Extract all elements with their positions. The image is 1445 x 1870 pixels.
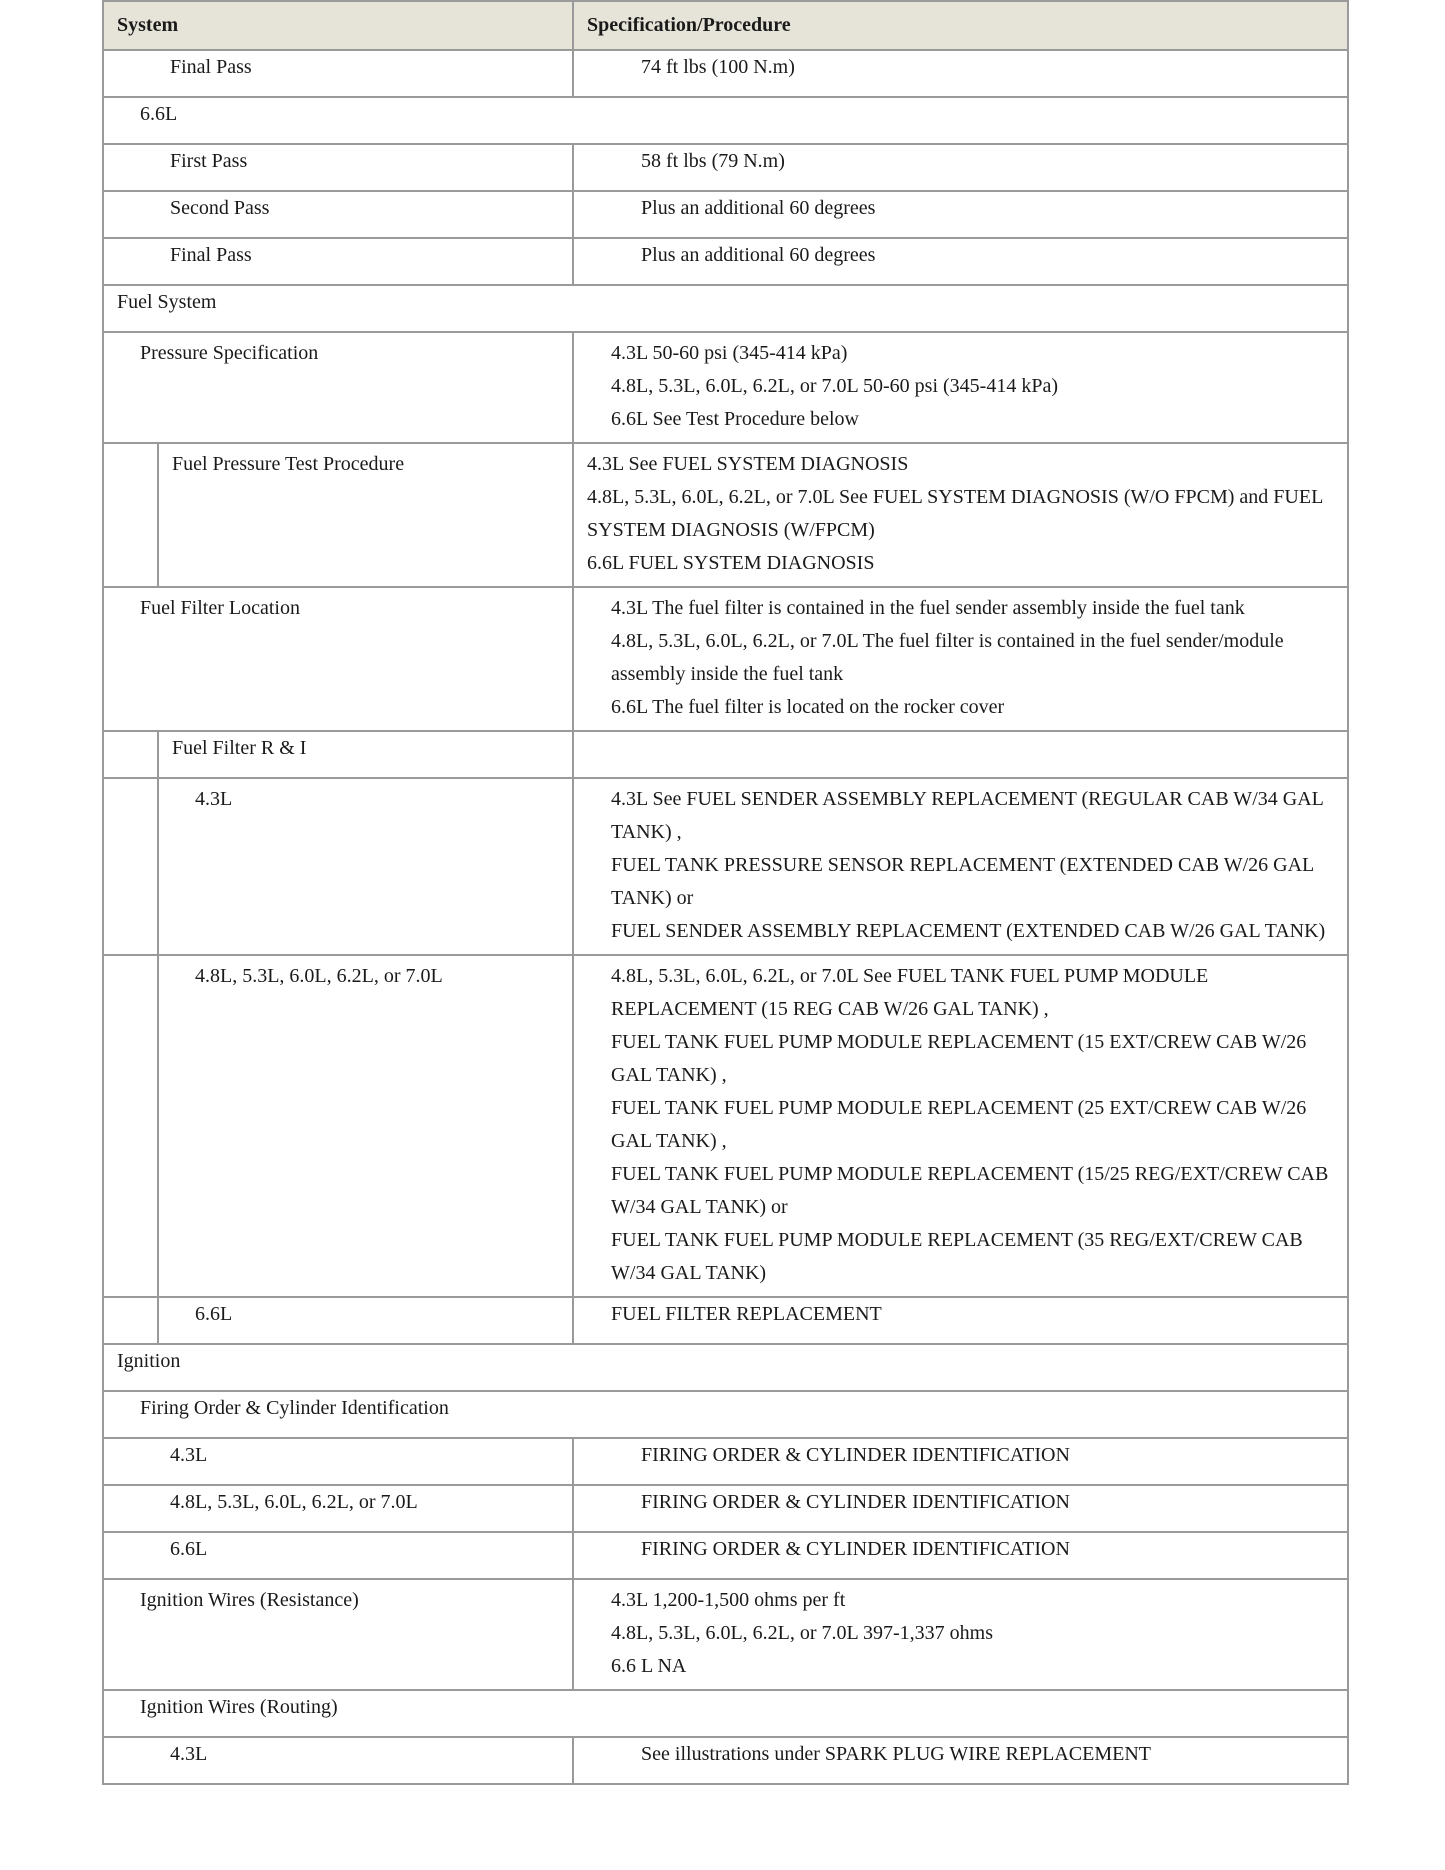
table-row — [103, 1690, 1348, 1737]
system-cell: Second Pass — [103, 191, 573, 238]
indent-gutter — [103, 778, 158, 955]
indent-gutter — [103, 443, 158, 587]
system-cell: 4.8L, 5.3L, 6.0L, 6.2L, or 7.0L — [103, 1485, 573, 1532]
spec-line: 4.3L 1,200-1,500 ohms per ft — [611, 1589, 846, 1611]
table-row — [103, 238, 1348, 285]
spec-cell: FIRING ORDER & CYLINDER IDENTIFICATION — [573, 1485, 1348, 1532]
indent-gutter — [103, 731, 158, 778]
table-row — [103, 443, 1348, 587]
spec-cell — [573, 1579, 1348, 1690]
table-row — [103, 50, 1348, 97]
section-cell: Ignition — [103, 1344, 1348, 1391]
system-cell: Fuel Filter Location — [103, 587, 573, 731]
table-row — [103, 587, 1348, 731]
system-cell: Pressure Specification — [103, 332, 573, 443]
table-row — [103, 955, 1348, 1297]
spec-line: FUEL TANK FUEL PUMP MODULE REPLACEMENT (35 REG/EXT/CREW CAB W/34 GAL TANK) — [611, 1229, 1303, 1284]
spec-cell: 58 ft lbs (79 N.m) — [573, 144, 1348, 191]
table-row — [103, 1485, 1348, 1532]
spec-cell: Plus an additional 60 degrees — [573, 238, 1348, 285]
spec-line: FUEL TANK FUEL PUMP MODULE REPLACEMENT (15/25 REG/EXT/CREW CAB W/34 GAL TANK) or — [611, 1163, 1329, 1218]
spec-header: Specification/Procedure — [573, 1, 1348, 50]
spec-line: FUEL TANK FUEL PUMP MODULE REPLACEMENT (15 EXT/CREW CAB W/26 GAL TANK) , — [611, 1031, 1307, 1086]
spec-cell — [573, 955, 1348, 1297]
spec-line: FUEL SENDER ASSEMBLY REPLACEMENT (EXTENDED CAB W/26 GAL TANK) — [611, 920, 1326, 942]
spec-cell — [573, 332, 1348, 443]
spec-cell: See illustrations under SPARK PLUG WIRE REPLACEMENT — [573, 1737, 1348, 1784]
spec-line: 4.3L The fuel filter is contained in the fuel sender assembly inside the fuel tank — [611, 597, 1245, 619]
system-cell: Final Pass — [103, 50, 573, 97]
spec-cell — [573, 778, 1348, 955]
system-cell: Final Pass — [103, 238, 573, 285]
indent-gutter — [103, 955, 158, 1297]
table-row — [103, 1297, 1348, 1344]
spec-line: 6.6L See Test Procedure below — [611, 408, 859, 430]
spec-cell: FIRING ORDER & CYLINDER IDENTIFICATION — [573, 1532, 1348, 1579]
system-cell: Ignition Wires (Resistance) — [103, 1579, 573, 1690]
table-row — [103, 1344, 1348, 1391]
spec-cell: Plus an additional 60 degrees — [573, 191, 1348, 238]
system-cell: First Pass — [103, 144, 573, 191]
system-cell: 6.6L — [103, 1532, 573, 1579]
table-row — [103, 778, 1348, 955]
section-cell: Firing Order & Cylinder Identification — [103, 1391, 1348, 1438]
system-header: System — [103, 1, 573, 50]
section-cell: Ignition Wires (Routing) — [103, 1690, 1348, 1737]
section-cell: 6.6L — [103, 97, 1348, 144]
table-row — [103, 1438, 1348, 1485]
spec-cell: FUEL FILTER REPLACEMENT — [573, 1297, 1348, 1344]
table-row — [103, 731, 1348, 778]
spec-line: FUEL TANK FUEL PUMP MODULE REPLACEMENT (25 EXT/CREW CAB W/26 GAL TANK) , — [611, 1097, 1307, 1152]
table-row — [103, 1391, 1348, 1438]
table-row — [103, 144, 1348, 191]
system-cell: Fuel Pressure Test Procedure — [158, 443, 573, 587]
table-row — [103, 191, 1348, 238]
spec-cell — [573, 443, 1348, 587]
spec-line: 4.3L 50-60 psi (345-414 kPa) — [611, 342, 848, 364]
spec-line: FUEL TANK PRESSURE SENSOR REPLACEMENT (EXTENDED CAB W/26 GAL TANK) or — [611, 854, 1314, 909]
system-cell: 4.8L, 5.3L, 6.0L, 6.2L, or 7.0L — [158, 955, 573, 1297]
table-row — [103, 97, 1348, 144]
system-cell: 4.3L — [103, 1737, 573, 1784]
spec-line: 4.8L, 5.3L, 6.0L, 6.2L, or 7.0L See FUEL SYSTEM DIAGNOSIS (W/O FPCM) and FUEL SYSTEM DIAGNOSIS (W/FPCM) — [587, 486, 1323, 541]
table-row — [103, 332, 1348, 443]
spec-cell: FIRING ORDER & CYLINDER IDENTIFICATION — [573, 1438, 1348, 1485]
spec-line: 4.8L, 5.3L, 6.0L, 6.2L, or 7.0L See FUEL TANK FUEL PUMP MODULE REPLACEMENT (15 REG CAB W/26 GAL TANK) , — [611, 965, 1209, 1020]
table-row — [103, 1737, 1348, 1784]
spec-line: 4.8L, 5.3L, 6.0L, 6.2L, or 7.0L 397-1,337 ohms — [611, 1622, 994, 1644]
system-cell: 6.6L — [158, 1297, 573, 1344]
spec-cell: 74 ft lbs (100 N.m) — [573, 50, 1348, 97]
spec-cell — [573, 587, 1348, 731]
system-cell: 4.3L — [103, 1438, 573, 1485]
table-row — [103, 1579, 1348, 1690]
spec-line: 4.8L, 5.3L, 6.0L, 6.2L, or 7.0L 50-60 psi (345-414 kPa) — [611, 375, 1058, 397]
spec-line: 6.6L The fuel filter is located on the rocker cover — [611, 696, 1005, 718]
indent-gutter — [103, 1297, 158, 1344]
spec-line: 4.3L See FUEL SYSTEM DIAGNOSIS — [587, 453, 909, 475]
table-row — [103, 285, 1348, 332]
specifications-table — [102, 0, 1349, 1785]
system-cell: Fuel Filter R & I — [158, 731, 573, 778]
section-cell: Fuel System — [103, 285, 1348, 332]
table-row — [103, 1532, 1348, 1579]
system-cell: 4.3L — [158, 778, 573, 955]
spec-line: 6.6 L NA — [611, 1655, 687, 1677]
spec-line: 6.6L FUEL SYSTEM DIAGNOSIS — [587, 552, 875, 574]
spec-line: 4.3L See FUEL SENDER ASSEMBLY REPLACEMENT (REGULAR CAB W/34 GAL TANK) , — [611, 788, 1324, 843]
table-header-row — [103, 1, 1348, 50]
spec-line: 4.8L, 5.3L, 6.0L, 6.2L, or 7.0L The fuel filter is contained in the fuel sender/module assembly inside the fuel tank — [611, 630, 1284, 685]
spec-cell-empty — [573, 731, 1348, 778]
